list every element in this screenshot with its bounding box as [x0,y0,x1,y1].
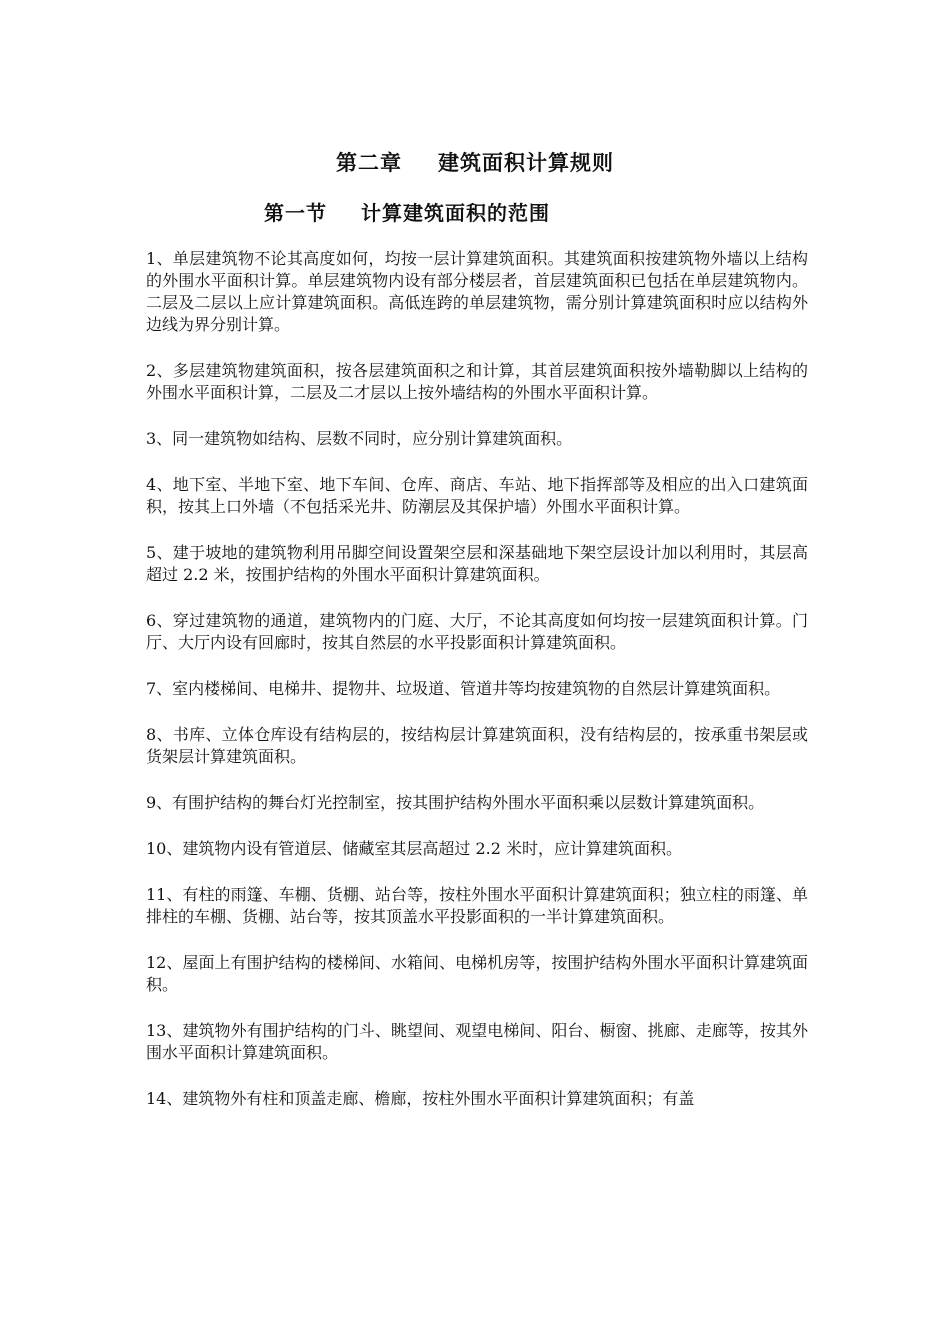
paragraph-2: 2、多层建筑物建筑面积，按各层建筑面积之和计算，其首层建筑面积按外墙勒脚以上结构的外围水平面积计算，二层及二才层以上按外墙结构的外围水平面积计算。 [146,361,808,402]
paragraph-1: 1、单层建筑物不论其高度如何，均按一层计算建筑面积。其建筑面积按建筑物外墙以上结构的外围水平面积计算。单层建筑物内设有部分楼层者，首层建筑面积已包括在单层建筑物内。二层及二层以上应计算建筑面积。高低连跨的单层建筑物，需分别计算建筑面积时应以结构外边线为界分别计算。 [146,249,808,334]
paragraph-3: 3、同一建筑物如结构、层数不同时，应分别计算建筑面积。 [146,429,573,448]
paragraph-6: 6、穿过建筑物的通道，建筑物内的门庭、大厅，不论其高度如何均按一层建筑面积计算。门厅、大厅内设有回廊时，按其自然层的水平投影面积计算建筑面积。 [146,611,808,652]
paragraph-12: 12、屋面上有围护结构的楼梯间、水箱间、电梯机房等，按围护结构外围水平面积计算建筑面积。 [146,953,808,994]
paragraph-7: 7、室内楼梯间、电梯井、提物井、垃圾道、管道井等均按建筑物的自然层计算建筑面积。 [146,679,781,698]
section-title [264,197,550,229]
paragraph-5: 5、建于坡地的建筑物利用吊脚空间设置架空层和深基础地下架空层设计加以利用时，其层高超过 2.2 米，按围护结构的外围水平面积计算建筑面积。 [146,543,808,584]
chapter-title [0,146,950,180]
paragraph-11: 11、有柱的雨篷、车棚、货棚、站台等，按柱外围水平面积计算建筑面积；独立柱的雨篷、单排柱的车棚、货棚、站台等，按其顶盖水平投影面积的一半计算建筑面积。 [146,885,808,926]
chapter-title-text: 建筑面积计算规则 [438,151,614,175]
document-body [146,248,808,1134]
paragraph-13: 13、建筑物外有围护结构的门斗、眺望间、观望电梯间、阳台、橱窗、挑廊、走廊等，按其外围水平面积计算建筑面积。 [146,1021,808,1062]
section-title-text: 计算建筑面积的范围 [361,201,550,225]
chapter-number: 第二章 [336,151,402,175]
section-number: 第一节 [264,201,327,225]
paragraph-9: 9、有围护结构的舞台灯光控制室，按其围护结构外围水平面积乘以层数计算建筑面积。 [146,793,765,812]
paragraph-14: 14、建筑物外有柱和顶盖走廊、檐廊，按柱外围水平面积计算建筑面积；有盖 [146,1089,695,1108]
paragraph-4: 4、地下室、半地下室、地下车间、仓库、商店、车站、地下指挥部等及相应的出入口建筑面积，按其上口外墙（不包括采光井、防潮层及其保护墙）外围水平面积计算。 [146,475,808,516]
paragraph-8: 8、书库、立体仓库设有结构层的，按结构层计算建筑面积，没有结构层的，按承重书架层或货架层计算建筑面积。 [146,725,808,766]
paragraph-10: 10、建筑物内设有管道层、储藏室其层高超过 2.2 米时，应计算建筑面积。 [146,839,682,858]
